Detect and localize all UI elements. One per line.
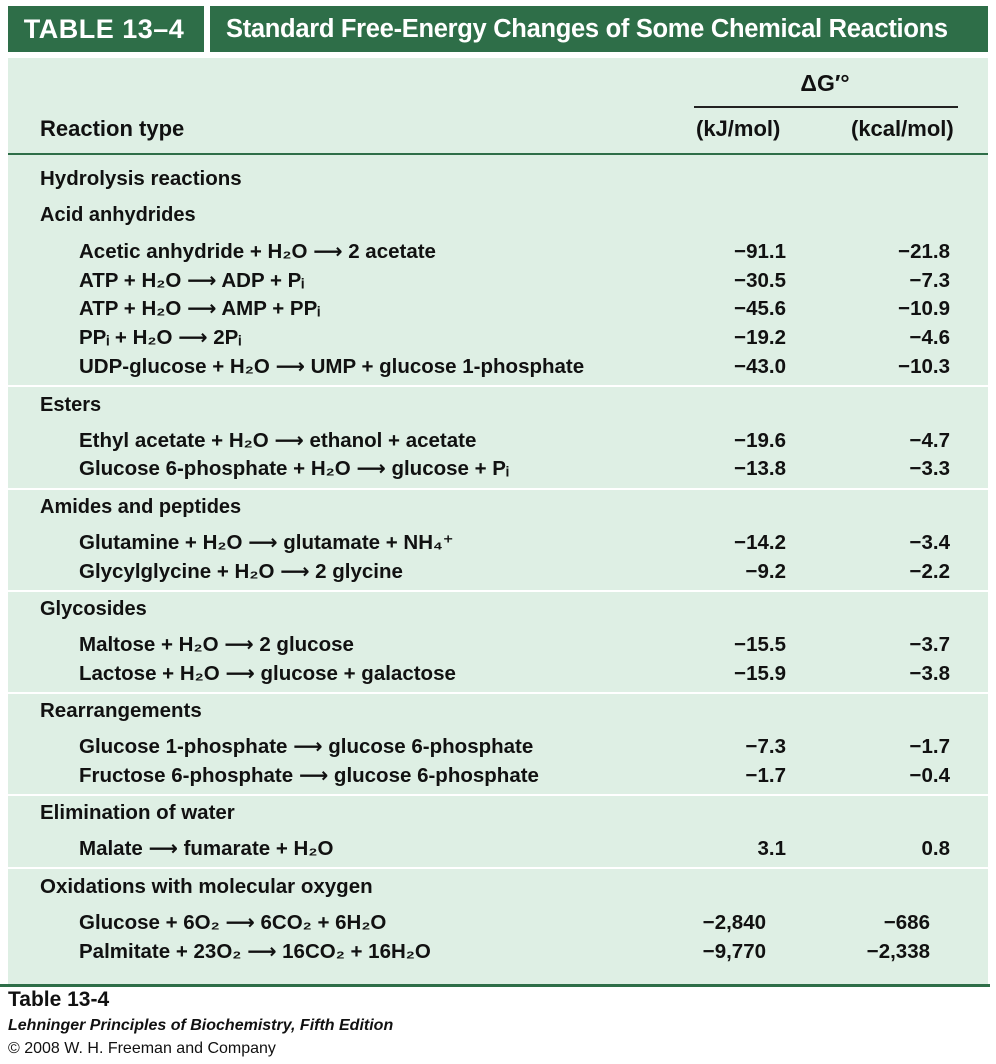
kcal-value: −7.3 bbox=[909, 269, 950, 292]
kj-value: −19.6 bbox=[734, 429, 786, 452]
kj-value: −1.7 bbox=[745, 764, 786, 787]
table-row bbox=[8, 295, 988, 323]
kj-value: −9,770 bbox=[702, 940, 766, 963]
reaction-equation: ATP + H₂O ⟶ AMP + PPᵢ bbox=[79, 297, 321, 320]
table-row bbox=[8, 835, 988, 863]
category-amides-peptides: Amides and peptides bbox=[40, 496, 242, 518]
table-row bbox=[8, 267, 988, 295]
table-row bbox=[8, 909, 988, 937]
table-title: Standard Free-Energy Changes of Some Chemical Reactions bbox=[226, 15, 948, 43]
free-energy-table bbox=[8, 58, 988, 984]
footer-table-label: Table 13-4 bbox=[8, 988, 110, 1011]
kj-value: −15.5 bbox=[734, 633, 786, 656]
reaction-equation: Glucose 1-phosphate ⟶ glucose 6-phosphate bbox=[79, 735, 534, 758]
table-row bbox=[8, 427, 988, 455]
kj-value: −45.6 bbox=[734, 297, 786, 320]
reaction-equation: PPᵢ + H₂O ⟶ 2Pᵢ bbox=[79, 326, 242, 349]
footer-book-title: Lehninger Principles of Biochemistry, Fifth Edition bbox=[8, 1017, 394, 1034]
table-row bbox=[8, 353, 988, 381]
table-row bbox=[8, 762, 988, 790]
kcal-value: 0.8 bbox=[921, 837, 950, 860]
category-esters: Esters bbox=[40, 394, 102, 416]
table-row bbox=[8, 324, 988, 352]
kcal-value: −3.4 bbox=[909, 531, 950, 554]
kj-value: −9.2 bbox=[745, 560, 786, 583]
table-row bbox=[8, 938, 988, 966]
kcal-value: −2.2 bbox=[909, 560, 950, 583]
section-divider bbox=[8, 385, 988, 387]
table-row bbox=[8, 455, 988, 483]
kcal-value: −4.6 bbox=[909, 326, 950, 349]
subcategory-acid-anhydrides: Acid anhydrides bbox=[40, 204, 196, 226]
table-row bbox=[8, 238, 988, 266]
category-oxidations: Oxidations with molecular oxygen bbox=[40, 875, 373, 898]
kj-value: −19.2 bbox=[734, 326, 786, 349]
category-glycosides: Glycosides bbox=[40, 598, 147, 620]
table-row bbox=[8, 660, 988, 688]
category-hydrolysis: Hydrolysis reactions bbox=[40, 167, 242, 190]
kcal-value: −3.7 bbox=[909, 633, 950, 656]
kj-value: 3.1 bbox=[757, 837, 786, 860]
reaction-equation: Maltose + H₂O ⟶ 2 glucose bbox=[79, 633, 354, 656]
kcal-value: −10.3 bbox=[898, 355, 950, 378]
section-divider bbox=[8, 692, 988, 694]
reaction-equation: Glutamine + H₂O ⟶ glutamate + NH₄⁺ bbox=[79, 531, 454, 554]
reaction-equation: ATP + H₂O ⟶ ADP + Pᵢ bbox=[79, 269, 305, 292]
category-rearrangements: Rearrangements bbox=[40, 699, 202, 722]
kcal-value: −686 bbox=[883, 911, 930, 934]
reaction-equation: Malate ⟶ fumarate + H₂O bbox=[79, 837, 334, 860]
table-number: TABLE 13–4 bbox=[23, 14, 185, 44]
table-bottom-rule bbox=[0, 984, 990, 987]
table-row bbox=[8, 631, 988, 659]
kj-value: −30.5 bbox=[734, 269, 786, 292]
section-divider bbox=[8, 794, 988, 796]
footer-copyright: © 2008 W. H. Freeman and Company bbox=[8, 1040, 276, 1057]
table-row bbox=[8, 733, 988, 761]
kcal-value: −2,338 bbox=[866, 940, 930, 963]
reaction-equation: Fructose 6-phosphate ⟶ glucose 6-phosphate bbox=[79, 764, 539, 787]
kj-value: −13.8 bbox=[734, 457, 786, 480]
title-separator bbox=[204, 6, 210, 52]
kj-value: −2,840 bbox=[702, 911, 766, 934]
reaction-equation: Ethyl acetate + H₂O ⟶ ethanol + acetate bbox=[79, 429, 477, 452]
kcal-value: −3.3 bbox=[909, 457, 950, 480]
delta-g-header: ΔG′° bbox=[800, 70, 850, 96]
kcal-value: −10.9 bbox=[898, 297, 950, 320]
kj-value: −14.2 bbox=[734, 531, 786, 554]
table-title-bar bbox=[8, 6, 988, 52]
reaction-equation: Palmitate + 23O₂ ⟶ 16CO₂ + 16H₂O bbox=[79, 940, 431, 963]
reaction-equation: Acetic anhydride + H₂O ⟶ 2 acetate bbox=[79, 240, 436, 263]
category-elimination-of-water: Elimination of water bbox=[40, 801, 235, 824]
reaction-type-header: Reaction type bbox=[40, 116, 185, 141]
reaction-equation: Glucose + 6O₂ ⟶ 6CO₂ + 6H₂O bbox=[79, 911, 387, 934]
table-row bbox=[8, 558, 988, 586]
kj-column-header: (kJ/mol) bbox=[696, 116, 781, 141]
reaction-equation: Glycylglycine + H₂O ⟶ 2 glycine bbox=[79, 560, 403, 583]
kcal-value: −3.8 bbox=[909, 662, 950, 685]
section-divider bbox=[8, 488, 988, 490]
reaction-equation: Glucose 6-phosphate + H₂O ⟶ glucose + Pᵢ bbox=[79, 457, 509, 480]
reaction-equation: UDP-glucose + H₂O ⟶ UMP + glucose 1-phosphate bbox=[79, 355, 585, 378]
kcal-column-header: (kcal/mol) bbox=[851, 116, 954, 141]
kcal-value: −4.7 bbox=[909, 429, 950, 452]
section-divider bbox=[8, 867, 988, 869]
section-divider bbox=[8, 590, 988, 592]
kcal-value: −0.4 bbox=[909, 764, 950, 787]
header-rule bbox=[694, 106, 958, 108]
kcal-value: −1.7 bbox=[909, 735, 950, 758]
reaction-equation: Lactose + H₂O ⟶ glucose + galactose bbox=[79, 662, 456, 685]
kj-value: −43.0 bbox=[734, 355, 786, 378]
table-row bbox=[8, 529, 988, 557]
kj-value: −15.9 bbox=[734, 662, 786, 685]
kj-value: −91.1 bbox=[734, 240, 786, 263]
kj-value: −7.3 bbox=[745, 735, 786, 758]
kcal-value: −21.8 bbox=[898, 240, 950, 263]
header-divider bbox=[8, 153, 988, 155]
